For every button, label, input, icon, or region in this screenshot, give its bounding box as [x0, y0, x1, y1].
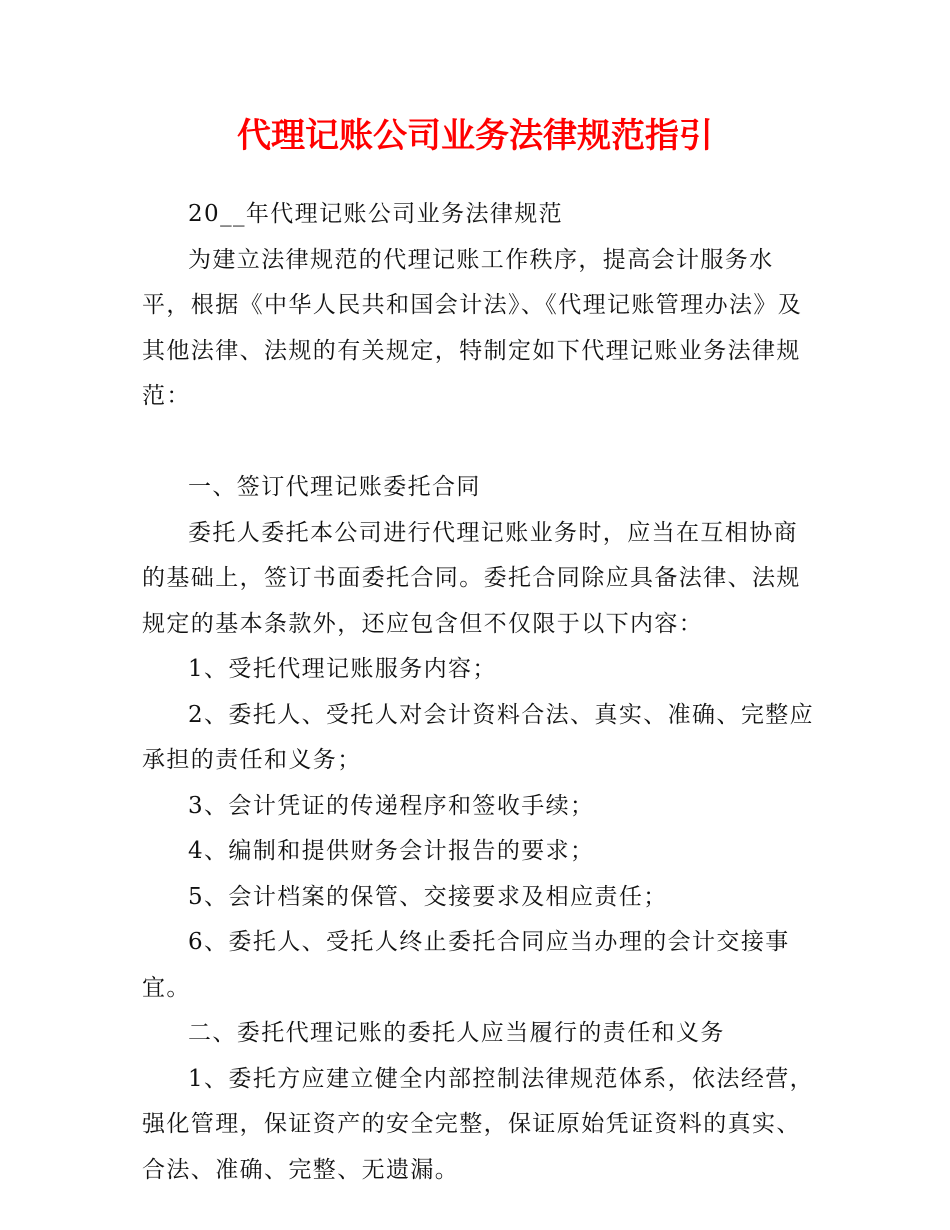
paragraph-contract: 委托人委托本公司进行代理记账业务时，应当在互相协商的基础上，签订书面委托合同。委托合同除应具备法律、法规规定的基本条款外，还应包含但不仅限于以下内容：: [142, 519, 801, 637]
document-title: 代理记账公司业务法律规范指引: [237, 116, 713, 156]
section-heading-2: 二、委托代理记账的委托人应当履行的责任和义务: [188, 1020, 725, 1046]
list-item-4: 4、编制和提供财务会计报告的要求；: [188, 838, 595, 864]
list-item-3: 3、会计凭证的传递程序和签收手续；: [188, 792, 595, 819]
paragraph-subtitle: 20__年代理记账公司业务法律规范: [188, 201, 564, 227]
list-item-2: 2、委托人、受托人对会计资料合法、真实、准确、完整应承担的责任和义务；: [142, 701, 815, 773]
list-item-6: 6、委托人、受托人终止委托合同应当办理的会计交接事宜。: [142, 929, 790, 1001]
list-item-5: 5、会计档案的保管、交接要求及相应责任；: [188, 883, 668, 910]
list-item-1: 1、受托代理记账服务内容；: [188, 656, 497, 682]
paragraph-obligation-1: 1、委托方应建立健全内部控制法律规范体系，依法经营，强化管理，保证资产的安全完整，保证原始凭证资料的真实、合法、准确、完整、无遗漏。: [142, 1065, 815, 1183]
section-heading-1: 一、签订代理记账委托合同: [188, 474, 481, 500]
paragraph-intro: 为建立法律规范的代理记账工作秩序，提高会计服务水平，根据《中华人民共和国会计法》、《代理记账管理办法》及其他法律、法规的有关规定，特制定如下代理记账业务法律规范：: [142, 246, 803, 409]
blank-line: [142, 420, 822, 466]
document-body: [142, 192, 822, 1193]
